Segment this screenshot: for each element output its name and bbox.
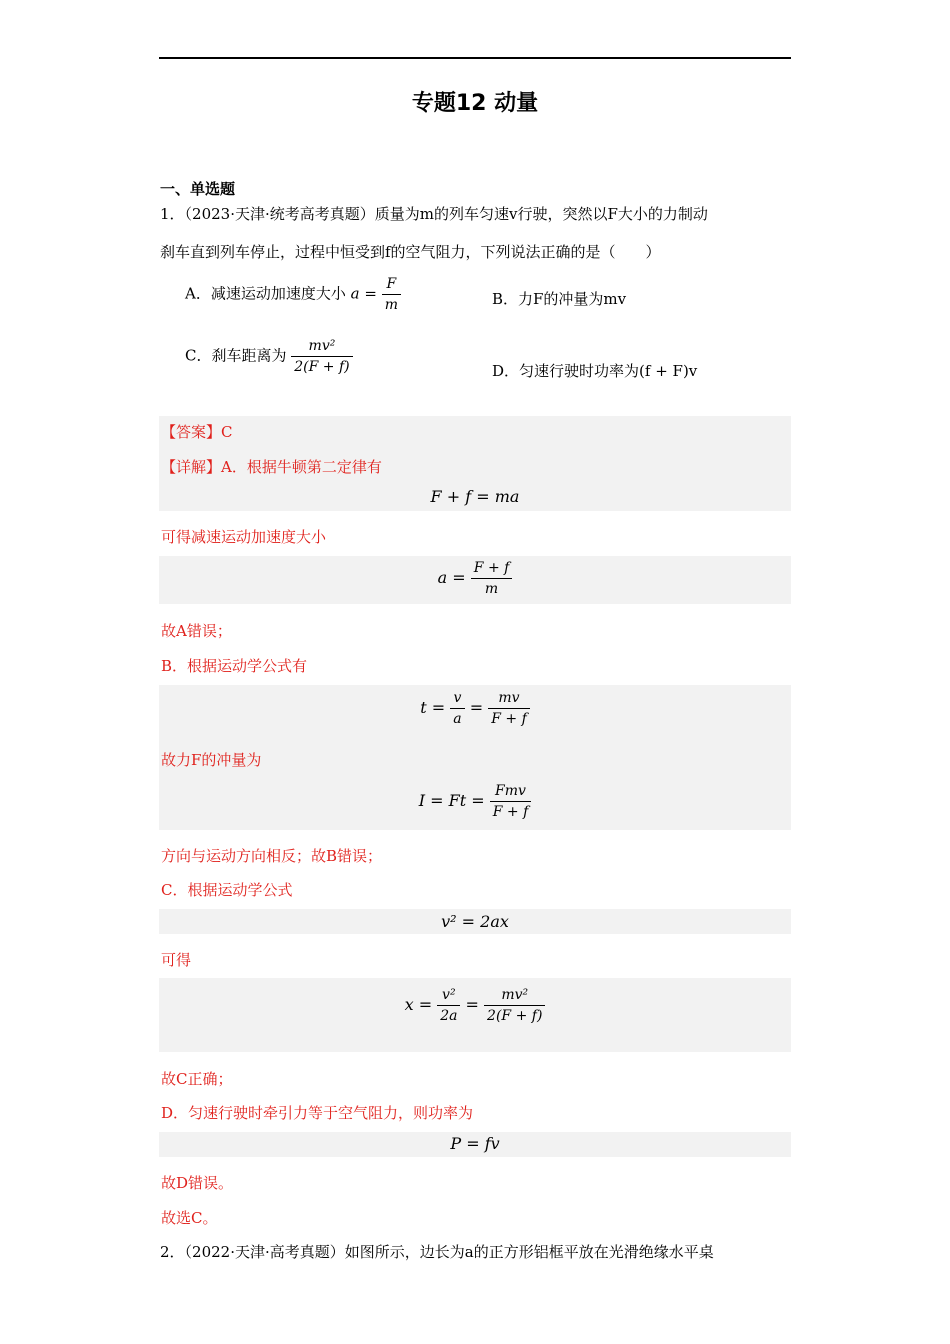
eq6-lhs: x = (404, 995, 433, 1014)
text-c1: C．根据运动学公式 (161, 881, 293, 899)
fraction-denominator: m (384, 297, 398, 313)
equation-7: P = fv (450, 1134, 500, 1153)
question-1-line-1 (160, 203, 708, 224)
eq6-fraction-1 (437, 985, 460, 1026)
text-b2: 故力F的冲量为 (161, 751, 262, 769)
equation-6 (159, 985, 791, 1026)
equation-2 (159, 558, 791, 599)
text-d1: D．匀速行驶时牵引力等于空气阻力，则功率为 (161, 1104, 474, 1122)
fraction-denominator: m (484, 581, 499, 597)
question-number: 2． (160, 1243, 185, 1261)
fraction-numerator: mv² (501, 987, 529, 1003)
option-b: B．力F的冲量为mv (492, 290, 627, 308)
equation-4 (159, 781, 791, 822)
equation-1: F + f = ma (430, 487, 520, 506)
option-c-label: C．刹车距离为 (185, 346, 287, 365)
eq3-fraction-2 (488, 688, 530, 729)
fraction-numerator: Fmv (495, 783, 526, 799)
eq6-fraction-2 (484, 985, 545, 1026)
detail-line: 【详解】A．根据牛顿第二定律有 (161, 458, 382, 476)
option-c-fraction (291, 336, 352, 377)
fraction-denominator: 2(F + f) (294, 359, 350, 375)
eq3-fraction-1 (450, 688, 464, 729)
question-number: 1． (160, 205, 185, 223)
eq3-lhs: t = (420, 698, 446, 717)
fraction-numerator: F + f (473, 560, 510, 576)
fraction-numerator: mv² (308, 338, 336, 354)
question-text: 如图所示，边长为a的正方形铝框平放在光滑绝缘水平桌 (344, 1243, 714, 1261)
eq4-lhs: I = Ft = (418, 791, 485, 810)
question-1-line-2: 刹车直到列车停止，过程中恒受到f的空气阻力，下列说法正确的是（ ） (160, 243, 661, 261)
option-a-lhs: a = (350, 284, 377, 303)
text-b1: B．根据运动学公式有 (161, 657, 308, 675)
fraction-denominator: F + f (492, 804, 529, 820)
option-a (185, 274, 401, 315)
option-a-label: A．减速运动加速度大小 (185, 284, 346, 303)
question-source: （2022·天津·高考真题） (184, 1243, 345, 1261)
text-a2: 故A错误； (161, 622, 232, 640)
fraction-denominator: 2(F + f) (487, 1008, 543, 1024)
text-a1: 可得减速运动加速度大小 (161, 528, 327, 546)
section-heading: 一、单选题 (160, 180, 236, 198)
page-title: 专题12 动量 (411, 91, 539, 116)
answer-line: 【答案】C (161, 423, 233, 441)
fraction-numerator: mv (498, 690, 520, 706)
eq6-equals: = (465, 995, 479, 1014)
option-a-fraction (382, 274, 401, 315)
text-c3: 故C正确； (161, 1070, 233, 1088)
eq4-fraction (490, 781, 532, 822)
question-text: 质量为m的列车匀速v行驶，突然以F大小的力制动 (374, 205, 708, 223)
text-c2: 可得 (161, 951, 192, 969)
equation-3 (159, 688, 791, 729)
eq2-fraction (471, 558, 513, 599)
option-d: D．匀速行驶时功率为(f + F)v (492, 362, 698, 380)
eq2-lhs: a = (437, 568, 466, 587)
question-source: （2023·天津·统考高考真题） (184, 205, 375, 223)
fraction-denominator: F + f (491, 711, 527, 727)
equation-5: v² = 2ax (441, 912, 509, 931)
fraction-numerator: F (386, 276, 397, 292)
option-c (185, 336, 353, 377)
fraction-denominator: 2a (440, 1008, 458, 1024)
text-d2: 故D错误。 (161, 1174, 234, 1192)
fraction-numerator: v² (442, 987, 456, 1003)
question-2-line-1 (160, 1241, 714, 1262)
final-answer: 故选C。 (161, 1209, 218, 1227)
text-b3: 方向与运动方向相反；故B错误； (161, 847, 383, 865)
eq3-equals: = (469, 698, 484, 717)
fraction-numerator: v (453, 690, 462, 706)
fraction-denominator: a (453, 711, 462, 727)
header-rule (159, 57, 791, 59)
